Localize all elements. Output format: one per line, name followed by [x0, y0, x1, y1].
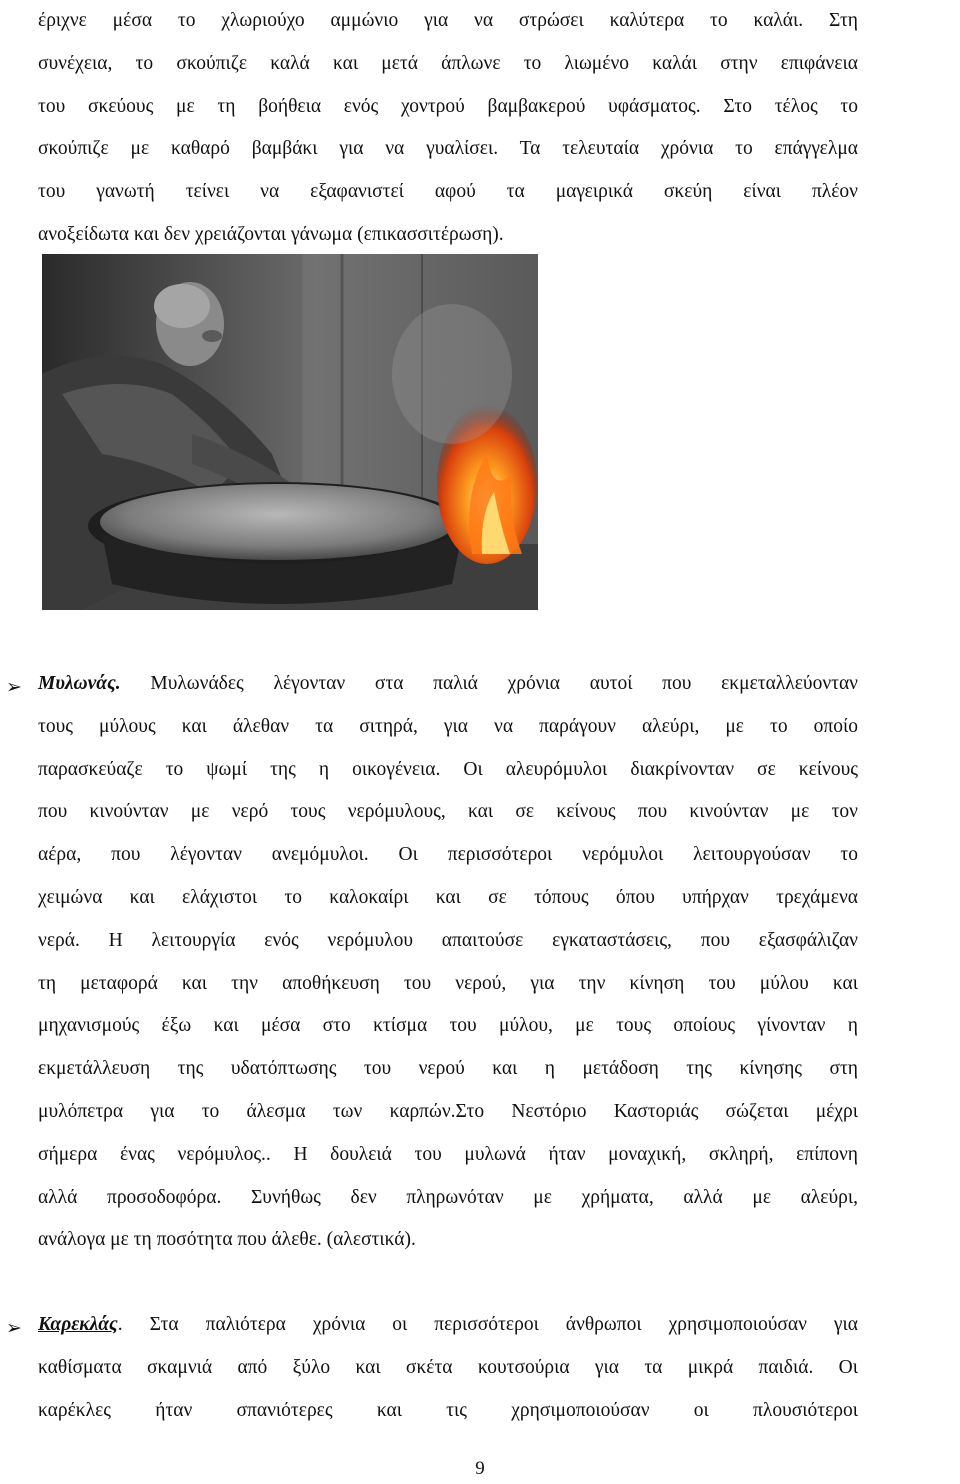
text-line: του γανωτή τείνει να εξαφανιστεί αφού τα μαγειρικά σκεύη είναι πλέον	[38, 181, 858, 203]
text-line: νερά. Η λειτουργία ενός νερόμυλου απαιτούσε εγκαταστάσεις, που εξασφάλιζαν	[38, 929, 858, 951]
text-line: μηχανισμούς έξω και μέσα στο κτίσμα του μύλου, με τους οποίους γίνονταν η	[38, 1015, 858, 1037]
text-line: εκμετάλλευση της υδατόπτωσης του νερού και η μετάδοση της κίνησης στη	[38, 1058, 858, 1080]
text-line: σήμερα ένας νερόμυλος.. Η δουλειά του μυλωνά ήταν μοναχική, σκληρή, επίπονη	[38, 1143, 858, 1165]
paragraph-tinsmith-end	[38, 0, 858, 257]
term-kareklas: Καρεκλάς	[38, 1314, 118, 1335]
text-line: τους μύλους και άλεθαν τα σιτηρά, για να παράγουν αλεύρι, με το οποίο	[38, 715, 858, 737]
text-line: τη μεταφορά και την αποθήκευση του νερού, για την κίνηση του μύλου και	[38, 972, 858, 994]
bullet-arrow-icon: ➢	[6, 676, 22, 698]
text-line: συνέχεια, το σκούπιζε καλά και μετά άπλωνε το λιωμένο καλάι στην επιφάνεια	[38, 52, 858, 74]
bullet-arrow-icon: ➢	[6, 1317, 22, 1339]
text-line: αέρα, που λέγονταν ανεμόμυλοι. Οι περισσότεροι νερόμυλοι λειτουργούσαν το	[38, 844, 858, 866]
text-line: που κινούνταν με νερό τους νερόμυλους, και σε κείνους που κινούνταν με τον	[38, 801, 858, 823]
page-number: 9	[475, 1458, 485, 1479]
text-line: ανάλογα με τη ποσότητα που άλεθε. (αλεστικά).	[38, 1229, 416, 1251]
text-line: σκούπιζε με καθαρό βαμβάκι για να γυαλίσει. Τα τελευταία χρόνια το επάγγελμα	[38, 138, 858, 160]
text-line: αλλά προσοδοφόρα. Συνήθως δεν πληρωνόταν με χρήματα, αλλά με αλεύρι,	[38, 1186, 858, 1208]
paragraph-mylonas	[38, 663, 858, 1262]
text-line: παρασκεύαζε το ψωμί της η οικογένεια. Οι αλευρόμυλοι διακρίνονταν σε κείνους	[38, 758, 858, 780]
text-line: μυλόπετρα για το άλεσμα των καρπών.Στο Νεστόριο Καστοριάς σώζεται μέχρι	[38, 1100, 858, 1122]
text-line: καρέκλες ήταν σπανιότερες και τις χρησιμοποιούσαν οι πλουσιότεροι	[38, 1399, 858, 1421]
paragraph-kareklas	[38, 1304, 858, 1432]
text-line: έριχνε μέσα το χλωριούχο αμμώνιο για να στρώσει καλύτερα το καλάι. Στη	[38, 10, 858, 31]
text-line: ανοξείδωτα και δεν χρειάζονται γάνωμα (επικασσιτέρωση).	[38, 223, 504, 245]
text-line-first: Μυλωνάς. Μυλωνάδες λέγονταν στα παλιά χρόνια αυτοί που εκμεταλλεύονταν	[38, 673, 858, 694]
tinsmith-photo	[42, 254, 538, 610]
term-mylonas: Μυλωνάς.	[38, 673, 121, 694]
text-line-first: Καρεκλάς. Στα παλιότερα χρόνια οι περισσότεροι άνθρωποι χρησιμοποιούσαν για	[38, 1314, 858, 1335]
text-line: καθίσματα σκαμνιά από ξύλο και σκέτα κουτσούρια για τα μικρά παιδιά. Οι	[38, 1356, 858, 1378]
text-line: χειμώνα και ελάχιστοι το καλοκαίρι και σε τόπους όπου υπήρχαν τρεχάμενα	[38, 886, 858, 908]
text-line: του σκεύους με τη βοήθεια ενός χοντρού βαμβακερού υφάσματος. Στο τέλος το	[38, 95, 858, 117]
